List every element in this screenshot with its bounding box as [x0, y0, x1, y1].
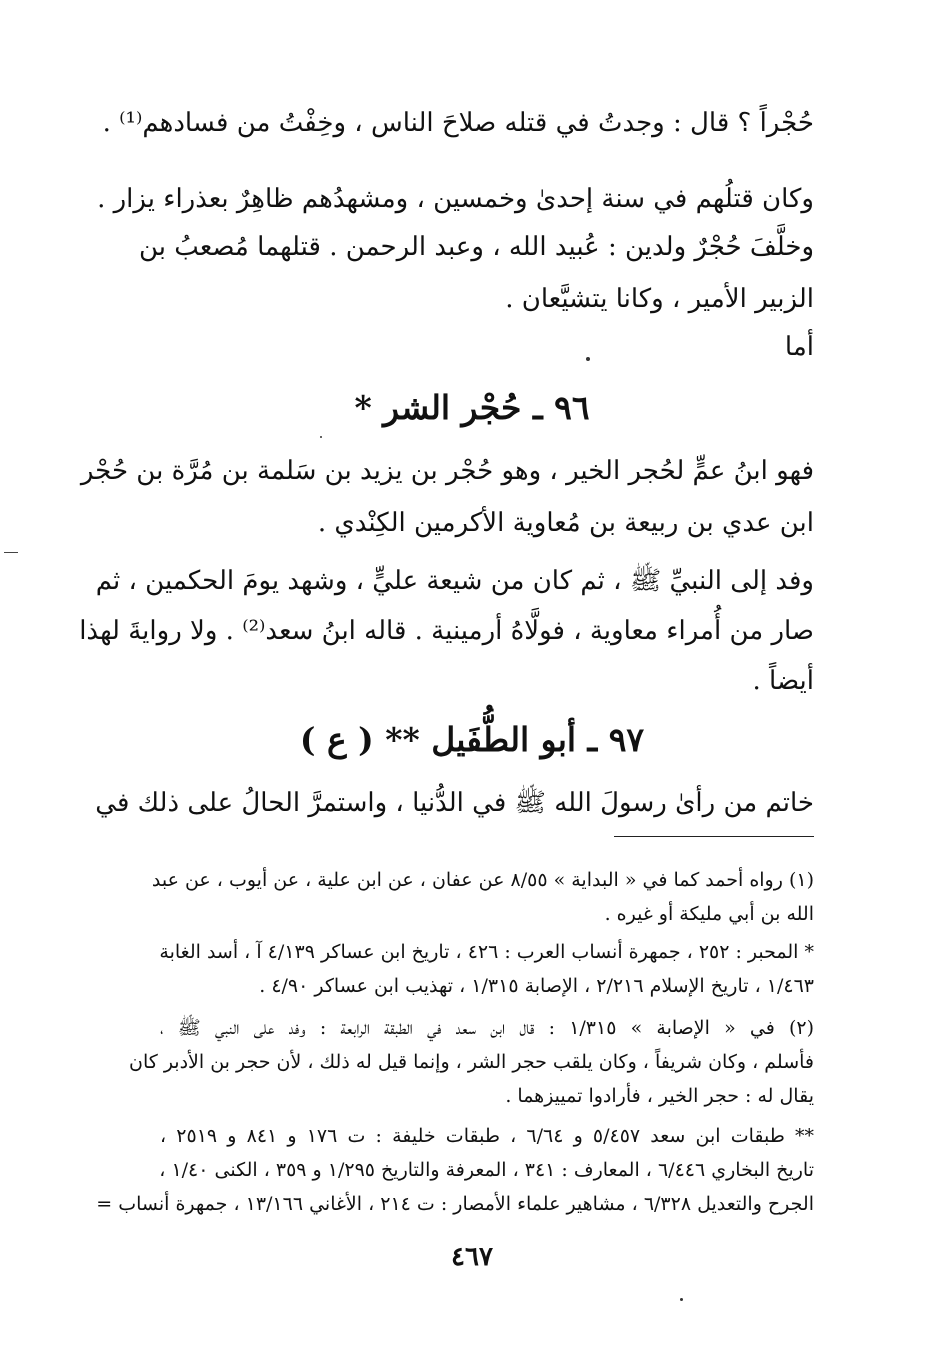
footnote-separator: [614, 836, 814, 837]
body-line: أيضاً .: [752, 666, 814, 696]
body-line: خاتم من رأىٰ رسولَ الله ﷺ في الدُّنيا ، واستمرَّ الحالُ على ذلك في: [95, 788, 814, 818]
page-number: ٤٦٧: [451, 1242, 493, 1272]
footnote-line: الجرح والتعديل ٦/٣٢٨ ، مشاهير علماء الأمصار : ت ٢١٤ ، الأغاني ١٣/١٦٦ ، جمهرة أنساب =: [96, 1193, 814, 1215]
footnote-line: الله بن أبي مليكة أو غيره .: [604, 903, 814, 925]
margin-mark: [4, 552, 18, 553]
footnote-line: فأسلم ، وكان شريفاً ، وكان يلقب حجر الشر ، وإنما قيل له ذلك ، لأن حجر بن الأدبر كان: [129, 1051, 814, 1073]
scan-speck: [586, 357, 590, 361]
section-heading: ٩٧ ـ أبو الطُّفَيل ** ( ع ): [299, 720, 645, 759]
section-heading: ٩٦ ـ حُجْر الشر *: [354, 388, 590, 427]
footnote-line: (٢) في « الإصابة » ١/٣١٥ : قال ابن سعد في الطبقة الرابعة : وفد على النبي ﷺ ،: [160, 1017, 814, 1039]
footnote-line: * المحبر : ٢٥٢ ، جمهرة أنساب العرب : ٤٢٦ ، تاريخ ابن عساكر ٤/١٣٩ آ ، أسد الغابة: [159, 941, 814, 963]
footnote-line: (١) رواه أحمد كما في « البداية » ٨/٥٥ عن عفان ، عن ابن علية ، عن أيوب ، عن عبد: [151, 869, 814, 891]
body-line: صار من أُمراء معاوية ، فولَّاهُ أرمينية . قاله ابنُ سعد⁽²⁾ . ولا روايةَ لهذا: [79, 616, 814, 646]
body-line: وكان قتلُهم في سنة إحدىٰ وخمسين ، ومشهدُهم ظاهِرٌ بعذراء يزار .: [97, 184, 814, 214]
footnote-line: يقال له : حجر الخير ، فأرادوا تمييزهما .: [505, 1085, 814, 1107]
body-line: وفد إلى النبيِّ ﷺ ، ثم كان من شيعة عليٍّ ، وشهد يومَ الحكمين ، ثم: [95, 566, 814, 596]
body-line: ابن عدي بن ربيعة بن مُعاوية الأكرمين الكِنْدي .: [317, 508, 814, 538]
body-line: فهو ابنُ عمٍّ لحُجر الخير ، وهو حُجْر بن يزيد بن سَلمة بن مُرَّة بن حُجْر: [80, 456, 814, 486]
body-line: حُجْراً ؟ قال : وجدتُ في قتله صلاحَ الناس ، وخِفْتُ من فسادهم⁽¹⁾ .: [102, 108, 814, 138]
footnote-line: ١/٤٦٣ ، تاريخ الإسلام ٢/٢١٦ ، الإصابة ١/٣١٥ ، تهذيب ابن عساكر ٤/٩٠ .: [259, 975, 814, 997]
body-line: الزبير الأمير ، وكانا يتشيَّعان .: [505, 284, 814, 314]
footnote-line: ** طبقات ابن سعد ٥/٤٥٧ و ٦/٦٤ ، طبقات خليفة : ت ١٧٦ و ٨٤١ و ٢٥١٩ ،: [160, 1125, 814, 1147]
body-line: أما: [784, 332, 814, 362]
scan-speck: [680, 1298, 683, 1301]
scan-speck: [320, 436, 322, 438]
footnote-line: تاريخ البخاري ٦/٤٤٦ ، المعارف : ٣٤١ ، المعرفة والتاريخ ١/٢٩٥ و ٣٥٩ ، الكنى ١/٤٠ ،: [159, 1159, 814, 1181]
body-line: وخلَّفَ حُجْرٌ ولدين : عُبيد الله ، وعبد الرحمن . قتلهما مُصعبُ بن: [139, 232, 814, 262]
